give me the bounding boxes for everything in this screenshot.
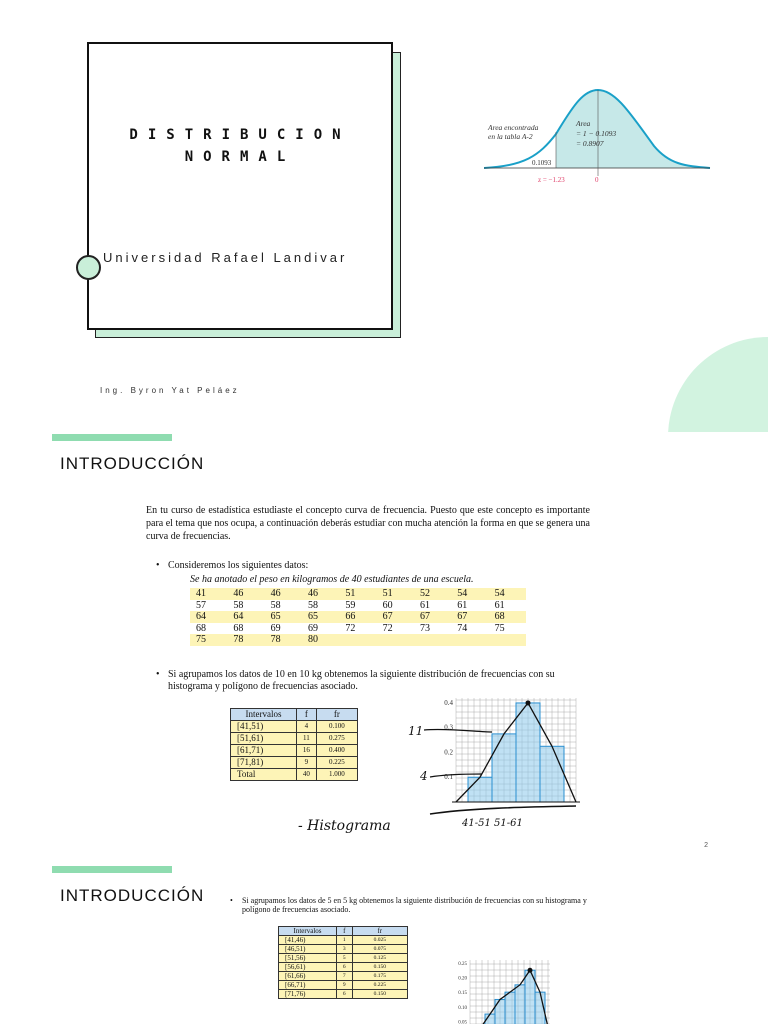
table-cell: 0.025 [352,936,407,945]
y-tick-label: 0.4 [444,698,453,707]
weights-caption: Se ha anotado el peso en kilogramos de 40 estudiantes de una escuela. [190,574,474,585]
weight-cell: 69 [265,623,302,635]
weight-cell: 68 [489,611,526,623]
bullet-group-10: • Si agrupamos los datos de 10 en 10 kg obtenemos la siguiente distribución de frecuencias con su histograma y polígono de frecuencias asociado. [156,669,555,692]
table-header: Intervalos [231,709,297,721]
table-cell: 0.150 [352,990,407,999]
university-name: Universidad Rafael Landivar [103,250,348,265]
table-header: fr [316,709,357,721]
weight-cell: 54 [489,588,526,600]
table-header: f [337,927,353,936]
weight-cell: 41 [190,588,227,600]
weight-cell: 66 [339,611,376,623]
histogram-bar [540,746,564,802]
weight-cell: 59 [339,600,376,612]
weight-cell: 78 [265,634,302,646]
weight-cell: 72 [339,623,376,635]
table-row [231,721,358,733]
label-right-1: Area [576,119,591,128]
table-cell: 0.400 [316,745,357,757]
table-cell: [71,81) [231,757,297,769]
table-cell: 0.150 [352,963,407,972]
table-cell: [51,56) [279,954,337,963]
table-header: f [297,709,317,721]
bullet-group-5: • Si agrupamos los datos de 5 en 5 kg obtenemos la siguiente distribución de frecuencias con su histograma y polígono de frecuencias asociado. [230,896,587,914]
weight-cell: 80 [302,634,339,646]
table-row [279,972,408,981]
handwritten-intervals: 41-51 51-61 [462,818,523,829]
y-tick-label: 0.2 [444,748,453,757]
weight-cell: 67 [377,611,414,623]
weights-row [190,623,526,635]
table-cell: [71,76) [279,990,337,999]
intro-slide-1 [0,432,768,864]
y-tick-label: 0.3 [444,723,453,732]
handwritten-11: 11 [408,724,424,738]
table-cell: 5 [337,954,353,963]
weight-cell: 60 [377,600,414,612]
histogram-bar [495,999,505,1024]
histogram-bar [505,992,515,1024]
histogram-bar [492,734,516,802]
slide-title [87,124,393,168]
weights-row [190,611,526,623]
bullet-dot-icon: • [156,669,160,680]
weights-table [190,588,526,646]
label-left-2: en la tabla A-2 [488,132,533,141]
weight-cell: 73 [414,623,451,635]
table-cell: [56,61) [279,963,337,972]
weight-cell: 75 [190,634,227,646]
table-row [231,769,358,781]
y-tick-label: 0.25 [458,961,467,967]
histogram-bar [468,777,492,802]
table-cell: 1 [337,936,353,945]
weight-cell: 58 [227,600,264,612]
title-line-1: DISTRIBUCION [129,127,351,143]
weight-cell: 69 [302,623,339,635]
table-row [279,990,408,999]
label-right-3: = 0.8907 [576,139,604,148]
table-cell: [61,66) [279,972,337,981]
frequency-table-5kg [278,926,408,999]
weight-cell: 57 [190,600,227,612]
table-row [279,954,408,963]
histogram-bar [515,985,525,1024]
weight-cell: 58 [265,600,302,612]
weights-row [190,600,526,612]
y-tick-label: 0.05 [458,1020,467,1024]
table-cell: 0.275 [316,733,357,745]
table-cell: 0.100 [316,721,357,733]
weight-cell: 68 [227,623,264,635]
table-row [231,745,358,757]
intro-slide-2 [0,864,768,1024]
table-cell: 6 [337,963,353,972]
weight-cell: 46 [265,588,302,600]
weight-cell: 68 [190,623,227,635]
table-cell: 9 [337,981,353,990]
peak-point [528,968,533,973]
weight-cell: 54 [451,588,488,600]
weight-cell [451,634,488,646]
table-cell: [61,71) [231,745,297,757]
table-cell: 0.225 [316,757,357,769]
title-box [87,42,393,330]
table-cell: 9 [297,757,317,769]
table-cell: 3 [337,945,353,954]
table-cell: 1.000 [316,769,357,781]
y-tick-label: 0.20 [458,976,467,982]
normal-curve-figure [484,86,714,192]
intro-paragraph: En tu curso de estadística estudiaste el concepto curva de frecuencia. Puesto que este concepto es importante para el tema que nos ocupa, a continuación deberás estudiar con mucha atención la forma en que se genera una curva de frecuencias. [146,505,590,542]
table-cell: 0.125 [352,954,407,963]
handwritten-underline [428,804,578,818]
histogram-5kg [448,944,558,1024]
section-title: INTRODUCCIÓN [60,886,205,905]
author-name: Ing. Byron Yat Peláez [100,386,240,395]
weight-cell: 67 [451,611,488,623]
weight-cell: 72 [377,623,414,635]
weight-cell: 65 [265,611,302,623]
table-cell: [41,51) [231,721,297,733]
weight-cell: 46 [302,588,339,600]
bullet-dot-icon: • [156,560,160,571]
table-row [231,733,358,745]
weight-cell: 58 [302,600,339,612]
handwritten-4: 4 [420,769,428,783]
weight-cell: 61 [414,600,451,612]
table-cell: [41,46) [279,936,337,945]
accent-bar [52,866,172,873]
label-right-2: = 1 − 0.1093 [576,129,617,138]
table-cell: 0.075 [352,945,407,954]
table-row [279,936,408,945]
table-cell: 0.175 [352,972,407,981]
weights-row [190,634,526,646]
weight-cell: 67 [414,611,451,623]
y-tick-label: 0.1 [444,773,453,782]
handwritten-histograma: - Histograma [298,818,391,834]
weight-cell [377,634,414,646]
table-row [279,981,408,990]
table-cell: [66,71) [279,981,337,990]
table-cell: Total [231,769,297,781]
weight-cell [489,634,526,646]
tail-value-label: 0.1093 [532,159,552,167]
accent-bar [52,434,172,441]
weight-cell: 64 [227,611,264,623]
table-cell: 16 [297,745,317,757]
table-cell: [46,51) [279,945,337,954]
weight-cell: 61 [489,600,526,612]
weight-cell: 65 [302,611,339,623]
bullet-dot-icon: • [230,896,233,905]
weight-cell: 64 [190,611,227,623]
table-cell: 6 [337,990,353,999]
weight-cell: 78 [227,634,264,646]
section-title: INTRODUCCIÓN [60,454,205,473]
page-number: 2 [704,842,708,849]
table-cell: 40 [297,769,317,781]
frequency-table-10kg [230,708,358,781]
title-line-2: NORMAL [184,149,296,165]
weight-cell: 46 [227,588,264,600]
table-cell: [51,61) [231,733,297,745]
table-cell: 4 [297,721,317,733]
weight-cell: 51 [377,588,414,600]
table-header: Intervalos [279,927,337,936]
weights-row [190,588,526,600]
table-cell: 0.225 [352,981,407,990]
histogram-10kg [418,692,598,810]
z-value-label: z = −1.23 [538,176,565,184]
weight-cell: 75 [489,623,526,635]
table-cell: 11 [297,733,317,745]
y-tick-label: 0.10 [458,1005,467,1011]
peak-point [526,700,531,705]
table-header: fr [352,927,407,936]
weight-cell: 52 [414,588,451,600]
zero-label: 0 [595,176,599,184]
table-cell: 7 [337,972,353,981]
y-tick-label: 0.15 [458,991,467,997]
decorative-circle-icon [76,255,101,280]
decorative-mint-circle [668,337,768,432]
table-row [231,757,358,769]
table-row [279,945,408,954]
label-left-1: Area encontrada [488,123,539,132]
title-slide [0,0,768,432]
bullet-consider: • Consideremos los siguientes datos: [156,560,309,571]
weight-cell [414,634,451,646]
weight-cell: 51 [339,588,376,600]
table-row [279,963,408,972]
weight-cell [339,634,376,646]
weight-cell: 74 [451,623,488,635]
weight-cell: 61 [451,600,488,612]
